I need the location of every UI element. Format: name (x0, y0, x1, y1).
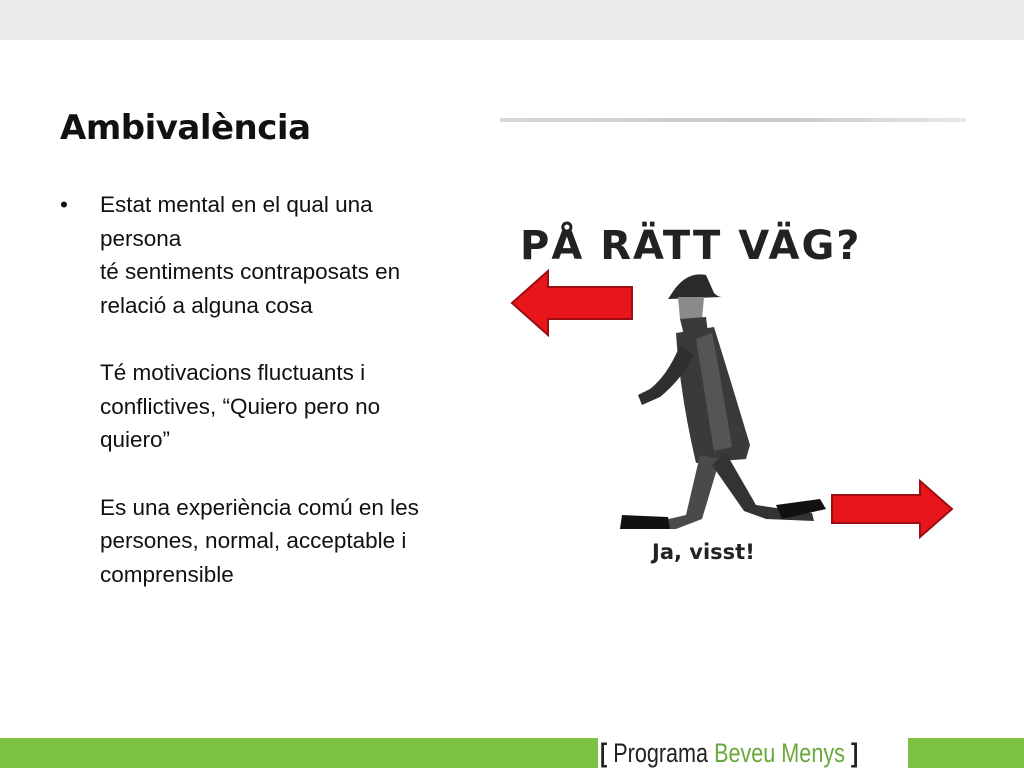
header-band (0, 0, 1024, 40)
text-line: relació a alguna cosa (100, 292, 313, 318)
bullet-text (100, 188, 510, 591)
text-line: té sentiments contraposats en (100, 259, 401, 284)
text-line: Té motivacions fluctuants i (100, 360, 366, 385)
bracket-open: [ (600, 738, 608, 768)
text-line: persones, normal, acceptable i (100, 528, 407, 553)
figure-caption: Ja, visst! (652, 540, 755, 564)
text-line: Estat mental en el qual una (100, 192, 373, 217)
bullet-item (60, 188, 510, 591)
text-line: persona (100, 225, 182, 251)
brand-part-2: Beveu Menys (714, 738, 845, 768)
text-line: conflictives, “Quiero pero no (100, 393, 381, 419)
bullet-list (60, 188, 510, 591)
brand-part-1: Programa (613, 738, 709, 768)
text-line: comprensible (100, 561, 234, 587)
illustration-svg (500, 215, 970, 575)
slide-title: Ambivalència (60, 108, 311, 148)
title-divider (500, 118, 966, 122)
sign-title: PÅ RÄTT VÄG? (520, 223, 862, 269)
bullet-dot: • (60, 192, 68, 217)
arrow-right-icon (832, 481, 952, 537)
brand-logo (600, 738, 858, 768)
text-line: Es una experiència comú en les (100, 494, 419, 520)
walking-man-illustration (500, 215, 970, 575)
arrow-left-icon (512, 271, 632, 335)
bracket-close: ] (850, 738, 859, 768)
walking-man-icon (620, 274, 826, 529)
text-line: quiero” (100, 427, 171, 452)
